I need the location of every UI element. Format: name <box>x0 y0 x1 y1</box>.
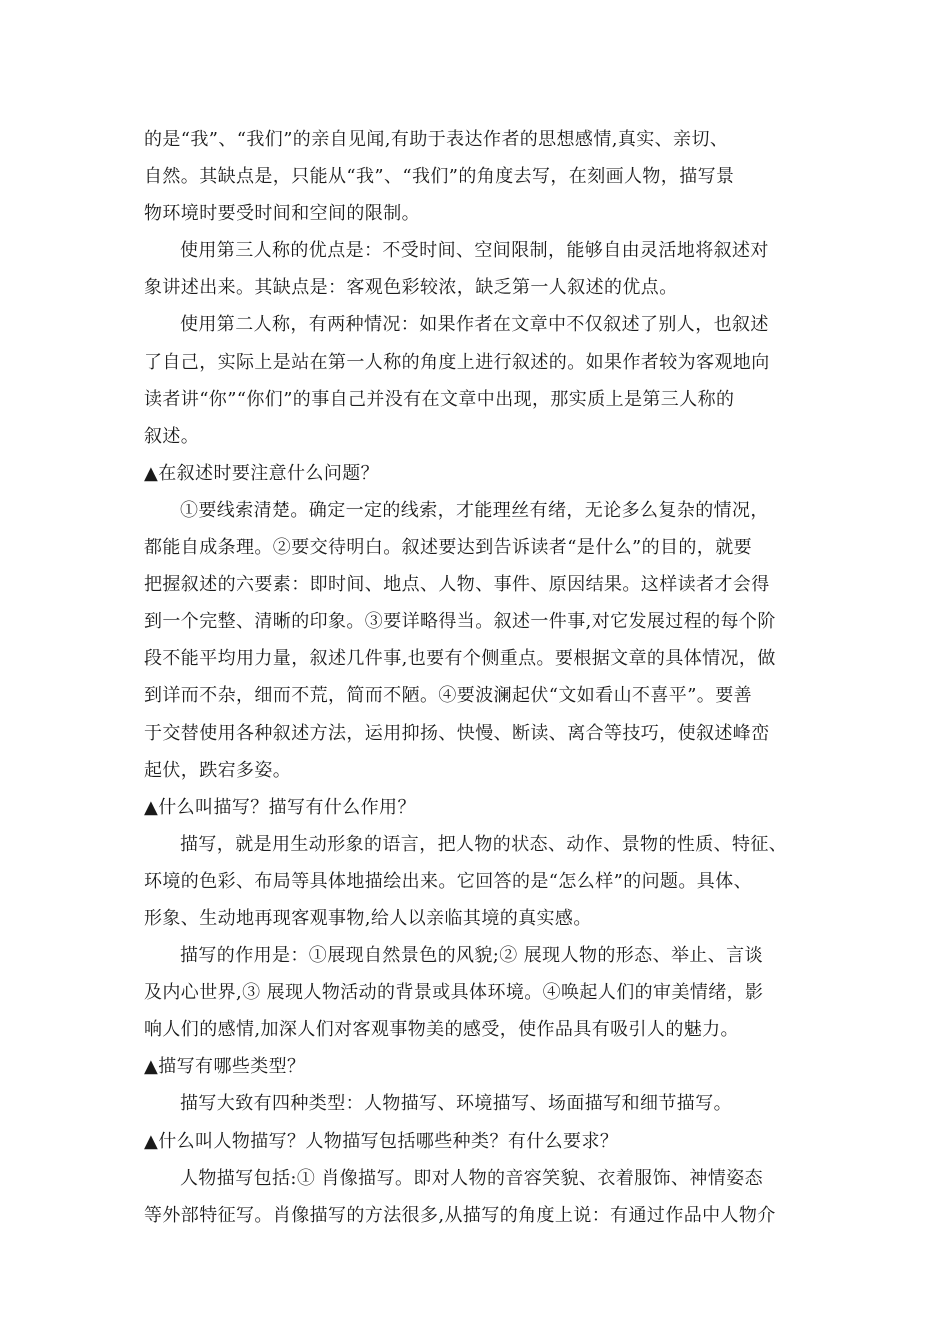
text-line: 的是“我”、“我们”的亲自见闻,有助于表达作者的思想感情,真实、亲切、 <box>144 129 729 150</box>
section-question-heading: ▲什么叫描写？描写有什么作用？ <box>144 796 416 818</box>
text-line: 人物描写包括:① 肖像描写。即对人物的音容笑貌、衣着服饰、神情姿态 <box>180 1167 763 1189</box>
text-line: 使用第二人称，有两种情况：如果作者在文章中不仅叙述了别人，也叙述 <box>180 314 769 336</box>
text-line: 物环境时要受时间和空间的限制。 <box>144 203 420 225</box>
text-line: 到详而不杂，细而不荒，简而不陋。④要波澜起伏“文如看山不喜平”。要善 <box>144 685 753 707</box>
text-line: 都能自成条理。②要交待明白。叙述要达到告诉读者“是什么”的目的，就要 <box>144 537 753 559</box>
text-line: 把握叙述的六要素：即时间、地点、人物、事件、原因结果。这样读者才会得 <box>144 574 770 596</box>
text-line: 及内心世界,③ 展现人物活动的背景或具体环境。④唤起人们的审美情绪，影 <box>144 982 764 1004</box>
text-line: 描写的作用是：①展现自然景色的风貌;② 展现人物的形态、举止、言谈 <box>180 945 763 967</box>
section-question-heading: ▲描写有哪些类型？ <box>144 1056 306 1078</box>
text-line: 描写大致有四种类型：人物描写、环境描写、场面描写和细节描写。 <box>180 1093 732 1115</box>
text-line: 到一个完整、清晰的印象。③要详略得当。叙述一件事,对它发展过程的每个阶 <box>144 611 776 633</box>
document-body <box>144 121 809 1234</box>
text-line: 读者讲“你”“你们”的事自己并没有在文章中出现，那实质上是第三人称的 <box>144 388 735 410</box>
text-line: 起伏，跌宕多姿。 <box>144 759 292 781</box>
text-line: ①要线索清楚。确定一定的线索，才能理丝有绪，无论多么复杂的情况， <box>180 499 769 521</box>
text-line: 响人们的感情,加深人们对客观事物美的感受，使作品具有吸引人的魅力。 <box>144 1019 739 1041</box>
text-line: 象讲述出来。其缺点是：客观色彩较浓，缺乏第一人叙述的优点。 <box>144 277 678 299</box>
text-line: 使用第三人称的优点是：不受时间、空间限制，能够自由灵活地将叙述对 <box>180 240 769 262</box>
text-line: 自然。其缺点是，只能从“我”、“我们”的角度去写，在刻画人物，描写景 <box>144 166 735 188</box>
text-line: 了自己，实际上是站在第一人称的角度上进行叙述的。如果作者较为客观地向 <box>144 351 770 373</box>
text-line: 于交替使用各种叙述方法，运用抑扬、快慢、断读、离合等技巧，使叙述峰峦 <box>144 722 770 744</box>
text-line: 描写，就是用生动形象的语言，把人物的状态、动作、景物的性质、特征、 <box>180 833 788 855</box>
section-question-heading: ▲什么叫人物描写？人物描写包括哪些种类？有什么要求？ <box>144 1130 619 1152</box>
text-line: 叙述。 <box>144 425 200 447</box>
section-question-heading: ▲在叙述时要注意什么问题？ <box>144 462 380 484</box>
text-line: 形象、生动地再现客观事物,给人以亲临其境的真实感。 <box>144 907 592 929</box>
text-line: 段不能平均用力量，叙述几件事,也要有个侧重点。要根据文章的具体情况，做 <box>144 648 776 670</box>
text-line: 等外部特征写。肖像描写的方法很多,从描写的角度上说：有通过作品中人物介 <box>144 1204 776 1226</box>
text-line: 环境的色彩、布局等具体地描绘出来。它回答的是“怎么样”的问题。具体、 <box>144 870 753 892</box>
